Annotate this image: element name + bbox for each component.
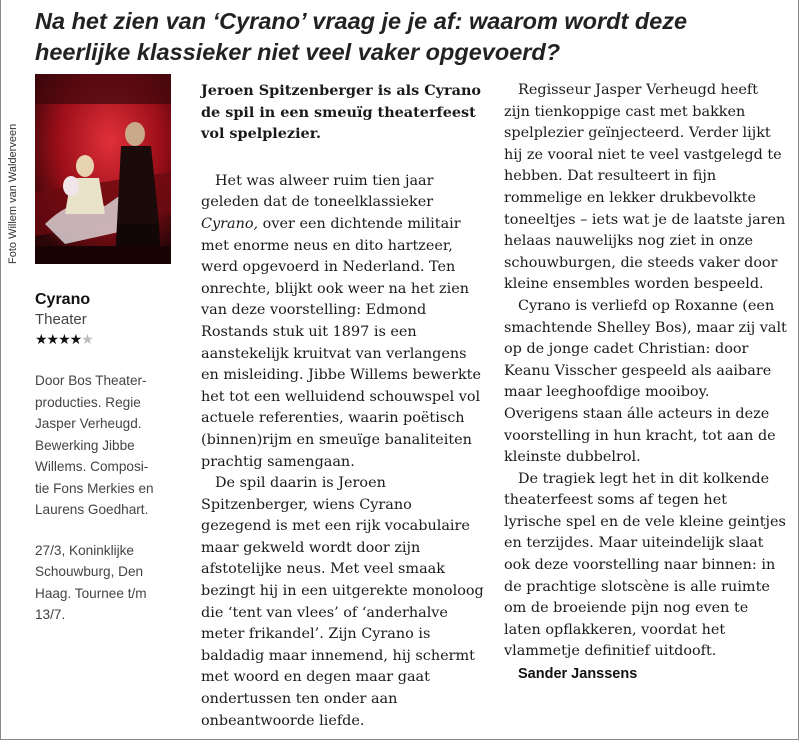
show-genre: Theater xyxy=(35,311,87,328)
photo-credit xyxy=(7,123,23,454)
article-paragraph-1 xyxy=(201,171,485,473)
stage-photo-illustration xyxy=(35,74,171,264)
performance-dates: 27/3, Koninklijke Schouwburg, Den Haag. Tournee t/m 13/7. xyxy=(35,542,147,622)
p1-italic-title: Cyrano, xyxy=(201,215,259,232)
photo-credit-text: Foto Willem van Walderveen xyxy=(7,123,19,264)
star-rating xyxy=(35,330,175,348)
production-credits: Door Bos Theater- producties. Regie Jasper Verheugd. Bewerking Jibbe Willems. Composi- tie Fons Merkies en Laurens Goedhart. xyxy=(35,373,154,517)
article-column-1 xyxy=(201,80,485,732)
headline-line-1: Na het zien van ‘Cyrano’ vraag je je af: waarom wordt deze xyxy=(35,8,688,34)
headline-rest: niet veel vaker opgevoerd? xyxy=(250,39,561,65)
article-paragraph-5: De tragiek legt het in dit kolkende theaterfeest soms af tegen het lyrische spel en de vele kleine geintjes en terzijdes. Maar uiteindelijk slaat ook deze voorstelling naar binnen: in de prachtige slotscène is alle ruimte om de broeiende pijn nog even te laten opflakkeren, voordat het vlammetje definitief uitdooft. xyxy=(504,470,786,660)
headline-bold: heerlijke klassieker xyxy=(35,39,251,65)
author-byline: Sander Janssens xyxy=(518,666,638,683)
headline xyxy=(35,6,775,68)
article-column-2 xyxy=(504,80,788,685)
article-paragraph-3: Regisseur Jasper Verheugd heeft zijn tienkoppige cast met bakken spelplezier geïnjecteerd. Verder lijkt hij ze vooral niet te veel vastgelegd te hebben. Dat resulteert in fijn rommelige en lekker drukbevolkte toneeltjes – iets wat je de laatste jaren helaas nauwelijks nog ziet in onze schouwburgen, die steeds vaker door kleine ensembles worden bespeeld. xyxy=(504,82,786,293)
filled-stars-icon: ★★★★ xyxy=(35,331,82,347)
show-title: Cyrano xyxy=(35,291,91,308)
production-photo xyxy=(35,74,171,264)
empty-star-icon: ★ xyxy=(81,331,93,347)
p1-before: Het was alweer ruim tien jaar geleden dat de toneelklassieker xyxy=(201,172,434,211)
review-sidebar xyxy=(35,290,175,626)
p1-after: over een dichtende militair met enorme neus en dito hartzeer, werd opgevoerd in Nederland. Ten onrechte, blijkt ook weer na het zien van deze voorstelling: Edmond Rostands stuk uit 1897 is een aanstekelijk kruitvat van verlangens en misleiding. Jibbe Willems bewerkte het tot een welluidend schouwspel vol actuele referenties, waarin poëtisch (binnen)rijm en smeuïge banaliteiten prachtig samengaan. xyxy=(201,215,481,470)
article-intro: Jeroen Spitzenberger is als Cyrano de spil in een smeuïg theaterfeest vol spelplezier. xyxy=(201,82,482,143)
article-paragraph-2: De spil daarin is Jeroen Spitzenberger, wiens Cyrano gezegend is met een rijk vocabulaire maar gekweld wordt door zijn afstotelijke neus. Met veel smaak bezingt hij in een uitgerekte monoloog die ‘tent van vlees’ of ‘anderhalve meter frikandel’. Zijn Cyrano is baldadig maar innemend, hij schermt met woord en degen maar gaat ondertussen ten onder aan onbeantwoorde liefde. xyxy=(201,475,484,729)
article-paragraph-4: Cyrano is verliefd op Roxanne (een smachtende Shelley Bos), maar zij valt op de jonge cadet Christian: door Keanu Visscher gespeeld als aaibare maar leeghoofdige mooiboy. Overigens staan álle acteurs in deze voorstelling in hun kracht, tot aan de kleinste dubbelrol. xyxy=(504,297,787,466)
